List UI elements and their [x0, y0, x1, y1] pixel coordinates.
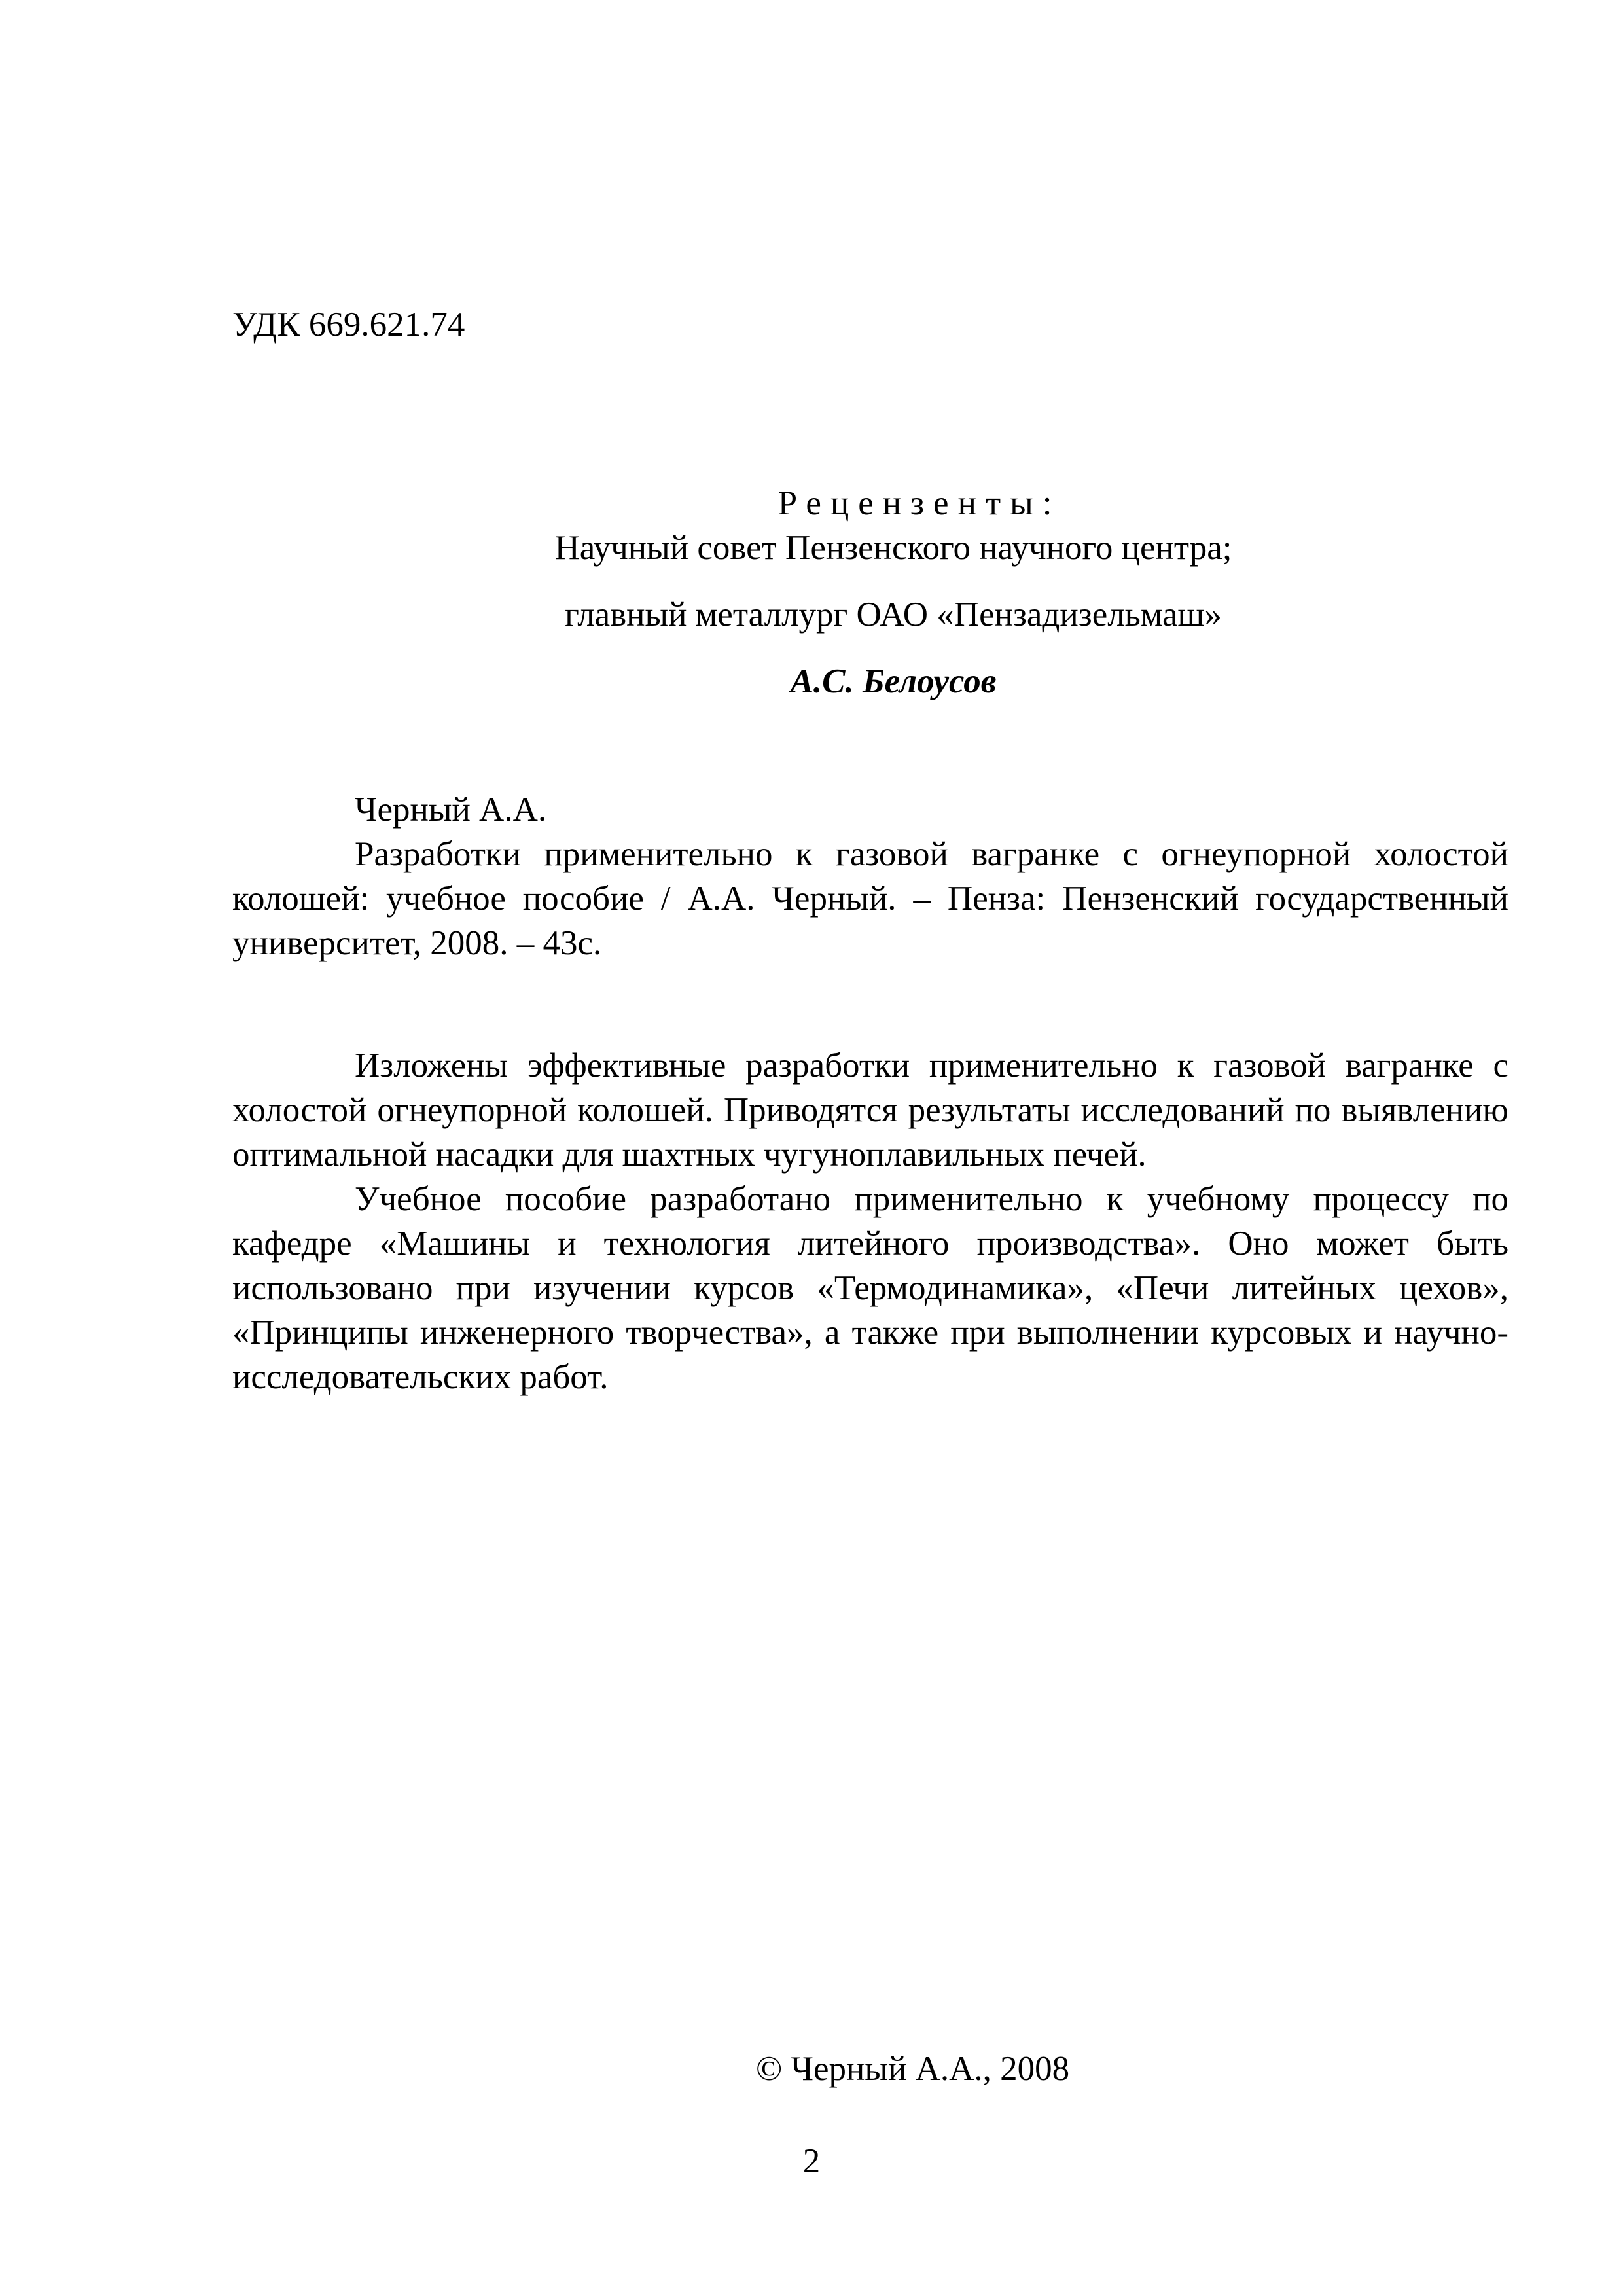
bibliographic-description: Разработки применительно к газовой вагранке с огнеупорной холостой колошей: учебное пособие / А.А. Черный. – Пенза: Пензенский государственный университет, 2008. – 43с. — [232, 835, 1508, 962]
bibliographic-record — [232, 787, 1508, 965]
copyright-notice: © Черный А.А., 2008 — [756, 2050, 1070, 2088]
reviewer-line-2: главный металлург ОАО «Пензадизельмаш» — [565, 596, 1222, 634]
annotation-paragraph-2: Учебное пособие разработано применительно к учебному процессу по кафедре «Машины и технология литейного производства». Оно может быть использовано при изучении курсов «Термодинамика», «Печи литейных цехов», «Принципы инженерного творчества», а также при выполнении курсовых и научно-исследовательских работ. — [232, 1180, 1508, 1396]
reviewers-block — [458, 481, 1329, 704]
reviewer-name: А.С. Белоусов — [790, 662, 997, 700]
reviewers-heading: Рецензенты: — [777, 484, 1061, 522]
annotation-paragraph-1: Изложены эффективные разработки применительно к газовой вагранке с холостой огнеупорной колошей. Приводятся результаты исследований по выявлению оптимальной насадки для шахтных чугуноплавильных печей. — [232, 1047, 1508, 1174]
page-number: 2 — [802, 2142, 821, 2180]
annotation-block — [232, 1043, 1508, 1399]
bibliographic-author: Черный А.А. — [355, 791, 547, 829]
reviewer-line-1: Научный совет Пензенского научного центра; — [554, 529, 1232, 567]
udk-code: УДК 669.621.74 — [232, 306, 465, 344]
